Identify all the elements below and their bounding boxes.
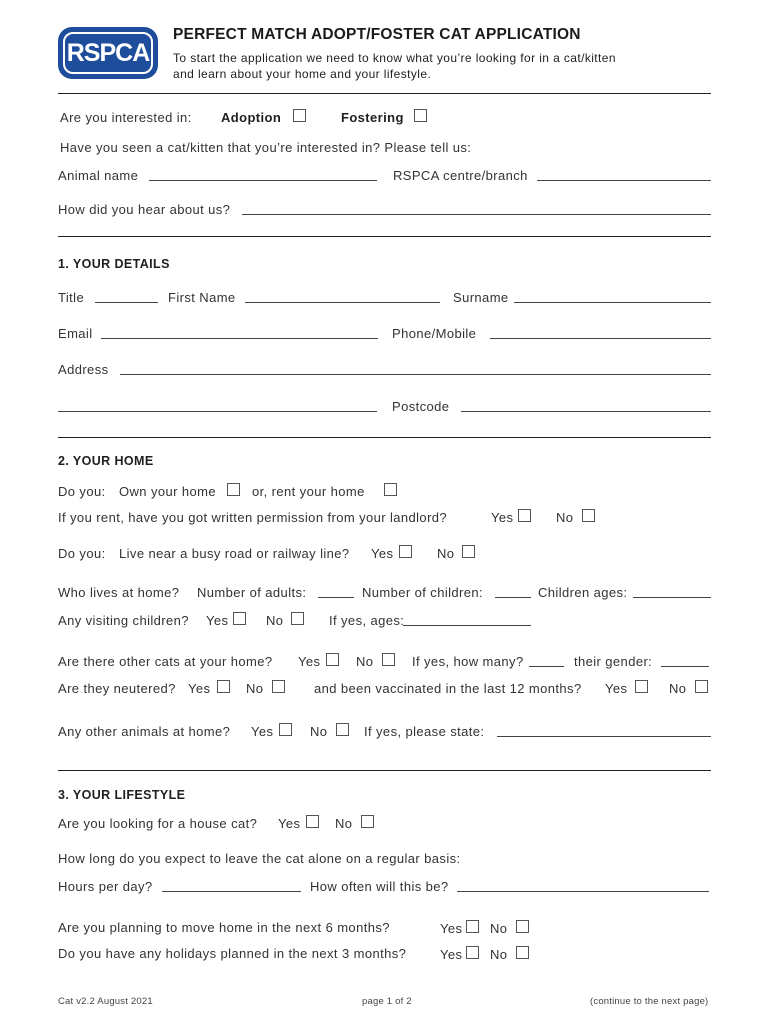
fostering-checkbox[interactable] [414,109,427,122]
first-name-field[interactable] [245,302,440,303]
seen-cat-label: Have you seen a cat/kitten that you’re interested in? Please tell us: [60,140,472,155]
details-divider [58,437,711,438]
landlord-yes-label: Yes [491,510,514,525]
cats-gender-label: their gender: [574,654,653,669]
holidays-yes-label: Yes [440,947,463,962]
busy-road-yes-label: Yes [371,546,394,561]
phone-field[interactable] [490,338,711,339]
how-often-label: How often will this be? [310,879,449,894]
other-cats-label: Are there other cats at your home? [58,654,273,669]
form-title: PERFECT MATCH ADOPT/FOSTER CAT APPLICATION [173,26,581,43]
who-lives-label: Who lives at home? [58,585,180,600]
rspca-centre-field[interactable] [537,180,711,181]
other-cats-no-label: No [356,654,374,669]
other-cats-yes-checkbox[interactable] [326,653,339,666]
interested-in-label: Are you interested in: [60,110,192,125]
visiting-ages-label: If yes, ages: [329,613,405,628]
hear-about-field[interactable] [242,214,711,215]
landlord-no-label: No [556,510,574,525]
hear-about-label: How did you hear about us? [58,202,231,217]
house-cat-yes-label: Yes [278,816,301,831]
adoption-checkbox[interactable] [293,109,306,122]
address-field-line2[interactable] [58,411,377,412]
footer-continue: (continue to the next page) [590,996,709,1007]
surname-label: Surname [453,290,509,305]
email-field[interactable] [101,338,378,339]
hours-per-day-label: Hours per day? [58,879,153,894]
neutered-label: Are they neutered? [58,681,176,696]
landlord-no-checkbox[interactable] [582,509,595,522]
how-many-cats-label: If yes, how many? [412,654,524,669]
other-animals-no-label: No [310,724,328,739]
neutered-yes-label: Yes [188,681,211,696]
house-cat-label: Are you looking for a house cat? [58,816,258,831]
surname-field[interactable] [514,302,711,303]
please-state-label: If yes, please state: [364,724,485,739]
hours-per-day-field[interactable] [162,891,301,892]
do-you-label: Do you: [58,484,106,499]
vaccinated-yes-checkbox[interactable] [635,680,648,693]
house-cat-yes-checkbox[interactable] [306,815,319,828]
rent-home-label: or, rent your home [252,484,365,499]
adults-field[interactable] [318,597,354,598]
other-animals-yes-label: Yes [251,724,274,739]
title-label: Title [58,290,85,305]
other-animals-no-checkbox[interactable] [336,723,349,736]
form-subtitle-line2: and learn about your home and your lifestyle. [173,67,432,81]
children-ages-label: Children ages: [538,585,628,600]
other-animals-yes-checkbox[interactable] [279,723,292,736]
move-home-label: Are you planning to move home in the next 6 months? [58,920,390,935]
visiting-yes-checkbox[interactable] [233,612,246,625]
busy-road-no-label: No [437,546,455,561]
holidays-label: Do you have any holidays planned in the next 3 months? [58,946,407,961]
adoption-label: Adoption [221,110,282,125]
header-divider [58,93,711,94]
please-state-field[interactable] [497,736,711,737]
other-cats-no-checkbox[interactable] [382,653,395,666]
children-label: Number of children: [362,585,484,600]
postcode-field[interactable] [461,411,711,412]
landlord-permission-label: If you rent, have you got written permission from your landlord? [58,510,448,525]
address-field-line1[interactable] [120,374,711,375]
visiting-no-checkbox[interactable] [291,612,304,625]
adults-label: Number of adults: [197,585,307,600]
own-home-label: Own your home [119,484,216,499]
landlord-yes-checkbox[interactable] [518,509,531,522]
children-ages-field[interactable] [633,597,711,598]
cats-gender-field[interactable] [661,666,709,667]
holidays-no-checkbox[interactable] [516,946,529,959]
move-home-no-checkbox[interactable] [516,920,529,933]
vaccinated-no-checkbox[interactable] [695,680,708,693]
neutered-no-checkbox[interactable] [272,680,285,693]
house-cat-no-checkbox[interactable] [361,815,374,828]
other-cats-yes-label: Yes [298,654,321,669]
rent-home-checkbox[interactable] [384,483,397,496]
email-label: Email [58,326,93,341]
children-field[interactable] [495,597,531,598]
neutered-no-label: No [246,681,264,696]
footer-page-number: page 1 of 2 [362,996,412,1007]
how-many-cats-field[interactable] [529,666,564,667]
first-name-label: First Name [168,290,236,305]
holidays-no-label: No [490,947,508,962]
your-details-heading: 1. YOUR DETAILS [58,257,170,271]
holidays-yes-checkbox[interactable] [466,946,479,959]
vaccinated-no-label: No [669,681,687,696]
visiting-no-label: No [266,613,284,628]
visiting-children-label: Any visiting children? [58,613,189,628]
move-home-yes-checkbox[interactable] [466,920,479,933]
move-home-yes-label: Yes [440,921,463,936]
your-home-heading: 2. YOUR HOME [58,454,154,468]
your-lifestyle-heading: 3. YOUR LIFESTYLE [58,788,186,802]
form-subtitle-line1: To start the application we need to know what you’re looking for in a cat/kitten [173,51,616,65]
move-home-no-label: No [490,921,508,936]
rspca-logo-text: RSPCA [63,32,153,74]
own-home-checkbox[interactable] [227,483,240,496]
postcode-label: Postcode [392,399,450,414]
vaccinated-yes-label: Yes [605,681,628,696]
phone-label: Phone/Mobile [392,326,477,341]
how-often-field[interactable] [457,891,709,892]
home-divider [58,770,711,771]
address-label: Address [58,362,109,377]
busy-road-yes-checkbox[interactable] [399,545,412,558]
neutered-yes-checkbox[interactable] [217,680,230,693]
visiting-ages-field[interactable] [403,625,531,626]
animal-name-field[interactable] [149,180,377,181]
do-you-label-2: Do you: [58,546,106,561]
title-field[interactable] [95,302,158,303]
visiting-yes-label: Yes [206,613,229,628]
fostering-label: Fostering [341,110,404,125]
rspca-centre-label: RSPCA centre/branch [393,168,528,183]
alone-long-label: How long do you expect to leave the cat alone on a regular basis: [58,851,461,866]
vaccinated-label: and been vaccinated in the last 12 months? [314,681,582,696]
busy-road-label: Live near a busy road or railway line? [119,546,350,561]
intro-divider [58,236,711,237]
animal-name-label: Animal name [58,168,139,183]
rspca-logo [58,27,158,79]
other-animals-label: Any other animals at home? [58,724,231,739]
footer-version: Cat v2.2 August 2021 [58,996,153,1007]
busy-road-no-checkbox[interactable] [462,545,475,558]
house-cat-no-label: No [335,816,353,831]
